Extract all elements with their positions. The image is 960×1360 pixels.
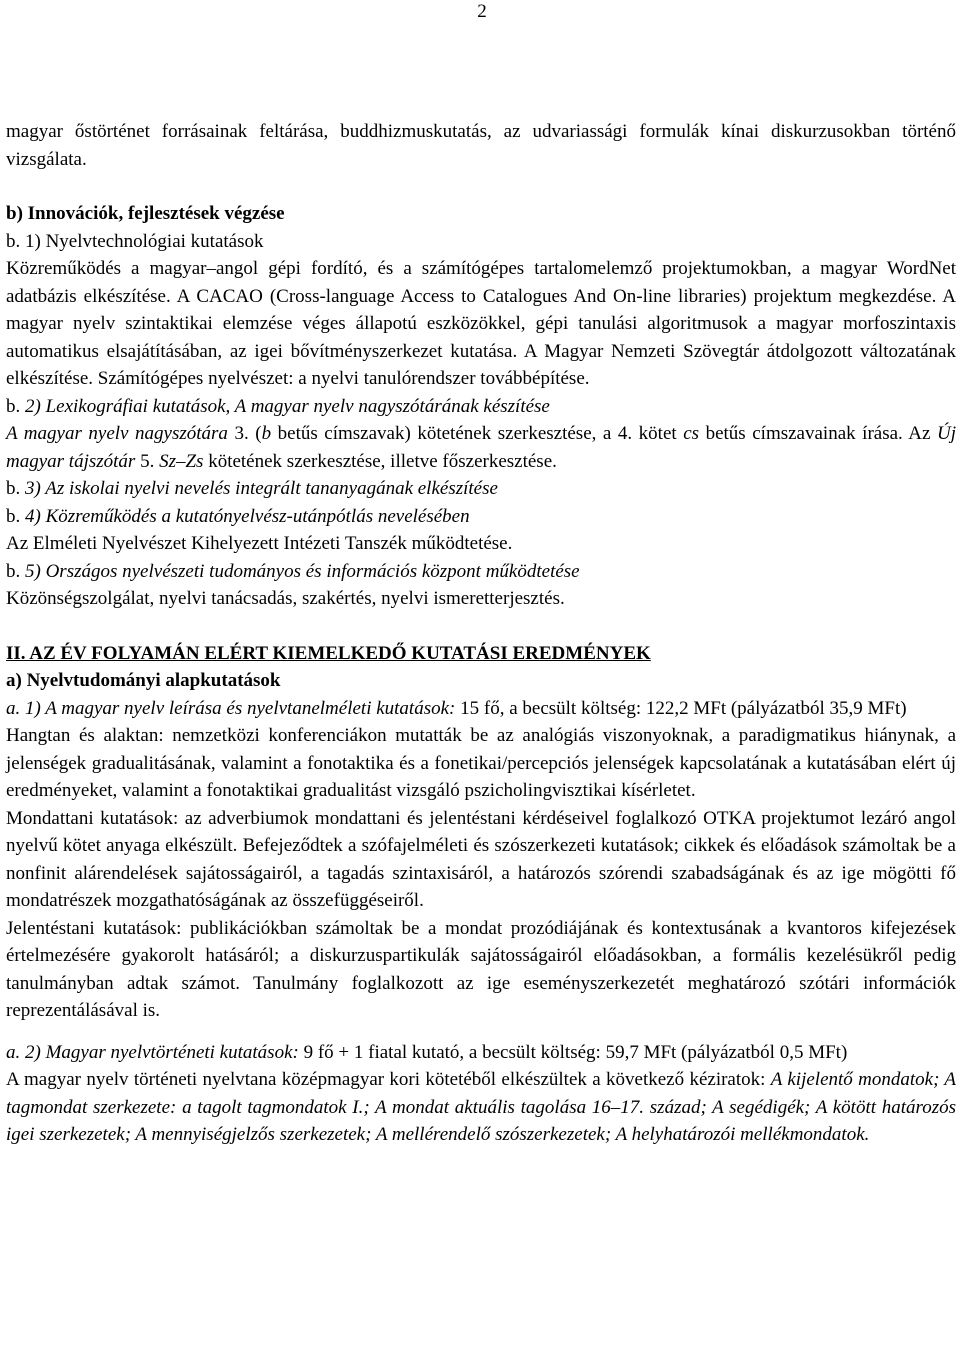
text-run: betűs címszavak) kötetének szerkesztése, a 4. kötet: [271, 423, 684, 444]
subheading-prefix: b.: [6, 560, 25, 582]
text-run: 3. (: [227, 423, 262, 444]
subheading-b3: [6, 475, 956, 503]
paragraph-b5: Közönségszolgálat, nyelvi tanácsadás, szakértés, nyelvi ismeretterjesztés.: [6, 588, 565, 609]
subheading-title: 4) Közreműködés a kutatónyelvész-utánpótlás nevelésében: [25, 505, 470, 527]
text-run: betűs címszavainak írása. Az: [699, 423, 937, 444]
subheading-title: 1) A magyar nyelv leírása és nyelvtanelméleti kutatások:: [25, 697, 456, 719]
heading-section-ii: II. AZ ÉV FOLYAMÁN ELÉRT KIEMELKEDŐ KUTATÁSI EREDMÉNYEK: [6, 642, 651, 664]
spacer: [6, 1025, 956, 1039]
paragraph-a1-syntax: Mondattani kutatások: az adverbiumok mondattani és jelentéstani kérdéseivel foglalkozó OTKA projektumot lezáró angol nyelvű kötet anyaga elkészült. Befejeződtek a szófajelméleti és szószerkezeti kutatások; cikkek és előadások számoltak be a nonfinit alárendelések sajátosságairól, a tagadás szintaxisáról, a határozós szórendi szabadságának és az ige mögötti fő mondatrészek mozgathatóságának az összefüggéseiről.: [6, 807, 956, 911]
paragraph-intro: magyar őstörténet forrásainak feltárása, buddhizmuskutatás, az udvariassági formulák kínai diskurzusokban történő vizsgálata.: [6, 121, 956, 170]
book-title: Új magyar tájszótár: [6, 423, 956, 472]
paragraph-a1-semantics: Jelentéstani kutatások: publikációkban számoltak be a mondat prozódiájának és kontextusának a kvantoros kifejezések értelmezésére gyakorolt hatásáról; a diskurzuspartikulák sajátosságairól előadásokban, a formális kezelésükről pedig tanulmányban adtak számot. Tanulmány foglalkozott az ige eseményszerkezetét meghatározó szótári információk reprezentálásával is.: [6, 917, 956, 1021]
page-number: 2: [477, 1, 487, 22]
subheading-b5: [6, 558, 956, 586]
subheading-title: 2) Lexikográfiai kutatások, A magyar nyelv nagyszótárának készítése: [25, 395, 550, 417]
subheading-b1: [6, 228, 956, 256]
subheading-a1: [6, 695, 956, 723]
subheading-title: 5) Országos nyelvészeti tudományos és információs központ működtetése: [25, 560, 580, 582]
subheading-meta: 15 fő, a becsült költség: 122,2 MFt (pályázatból 35,9 MFt): [455, 697, 907, 719]
italic-letter: Sz‒Zs: [159, 450, 204, 472]
subheading-prefix: b.: [6, 505, 25, 527]
paragraph-a2: [6, 1066, 956, 1149]
subheading-prefix: b.: [6, 230, 25, 252]
paragraph-b2: [6, 420, 956, 475]
heading-innovations: b) Innovációk, fejlesztések végzése: [6, 203, 285, 224]
subheading-prefix: b.: [6, 478, 25, 499]
italic-letter: cs: [683, 423, 700, 444]
subheading-title: 1) Nyelvtechnológiai kutatások: [25, 230, 264, 252]
text-run: 5.: [135, 450, 160, 472]
subheading-prefix: b.: [6, 395, 25, 417]
paragraph-a1-phonology: Hangtan és alaktan: nemzetközi konferenciákon mutatták be az analógiás viszonyoknak, a paradigmatikus hiánynak, a jelenségek gradualitásának, valamint a fonotaktika és a fonetikai/percepciós jelenségek kapcsolatának a kutatásában elért új eredményeket, valamint a fonotaktikai gradualitást vizsgáló pszicholingvisztikai kísérletet.: [6, 725, 956, 801]
manuscript-list: A kijelentő mondatok; A tagmondat szerkezete: a tagolt tagmondatok I.; A mondat aktuális tagolása 16‒17. század; A segédigék; A kötött határozós igei szerkezetek; A mennyiségjelzős szerkezetek; A mellérendelő szószerkezetek; A helyhatározói mellékmondatok.: [6, 1069, 957, 1145]
subheading-title: 3) Az iskolai nyelvi nevelés integrált tananyagának elkészítése: [25, 478, 498, 499]
paragraph-b1: Közreműködés a magyar‒angol gépi fordító, és a számítógépes tartalomelemző projektumokban, a magyar WordNet adatbázis elkészítése. A CACAO (Cross-language Access to Catalogues And On-line libraries) projektum megkezdése. A magyar nyelv szintaktikai elemzése véges állapotú eszközökkel, gépi tanulási algoritmusok a magyar morfoszintaxis automatikus elsajátításában, az igei bővítményszerkezet kutatása. A Magyar Nemzeti Szövegtár átdolgozott változatának elkészítése. Számítógépes nyelvészet: a nyelvi tanulórendszer továbbépítése.: [6, 258, 956, 389]
document-body: [6, 118, 956, 1149]
italic-letter: b: [261, 423, 272, 444]
subheading-a2: [6, 1039, 956, 1067]
spacer: [6, 613, 956, 640]
heading-basic-research: a) Nyelvtudományi alapkutatások: [6, 670, 281, 691]
subheading-b4: [6, 503, 956, 531]
book-title: A magyar nyelv nagyszótára: [6, 423, 228, 444]
paragraph-b4: Az Elméleti Nyelvészet Kihelyezett Intézeti Tanszék működtetése.: [6, 533, 513, 554]
subheading-b2: [6, 393, 956, 421]
text-run: kötetének szerkesztése, illetve főszerkesztése.: [203, 450, 557, 472]
subheading-meta: 9 fő + 1 fiatal kutató, a becsült költség: 59,7 MFt (pályázatból 0,5 MFt): [298, 1041, 848, 1063]
text-run: A magyar nyelv történeti nyelvtana középmagyar kori kötetéből elkészültek a következő kéziratok:: [6, 1069, 771, 1090]
subheading-title: 2) Magyar nyelvtörténeti kutatások:: [25, 1041, 299, 1063]
subheading-prefix: a.: [6, 697, 25, 719]
subheading-prefix: a.: [6, 1041, 25, 1063]
spacer: [6, 173, 956, 200]
